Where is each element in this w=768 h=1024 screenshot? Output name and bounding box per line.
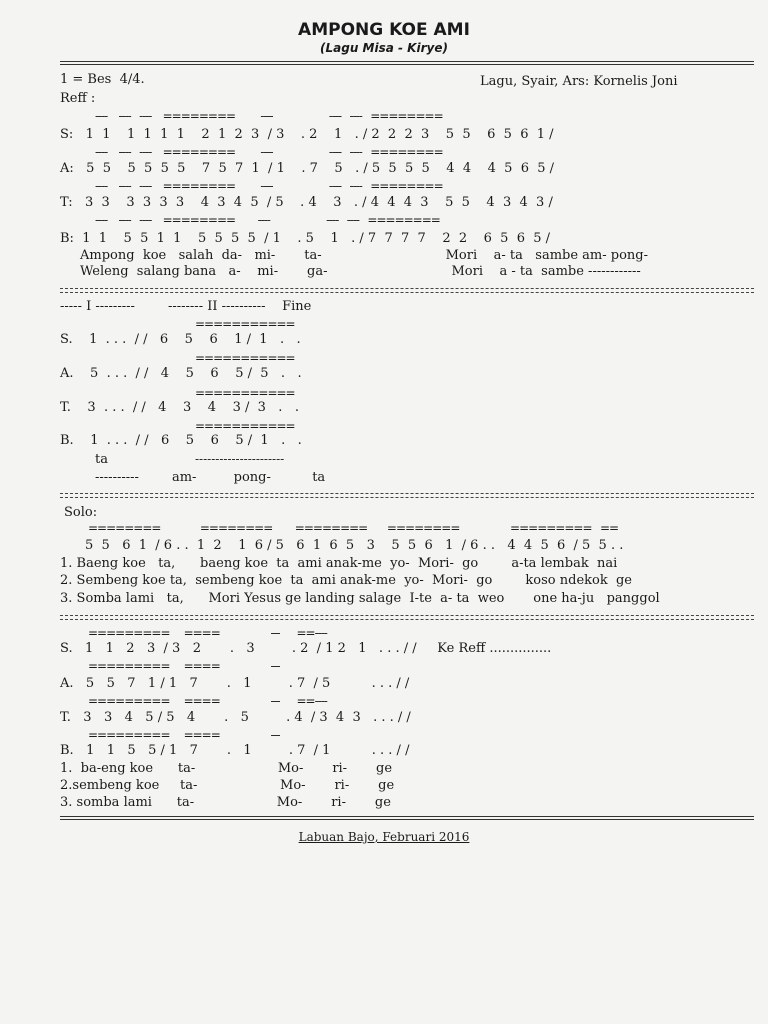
lyric-line: ta — [95, 452, 108, 467]
notes-alto: A. 5 . . . / / 4 5 6 5 / 5 . . — [60, 366, 302, 381]
beam-marks: ========= ==== --- — [88, 728, 280, 742]
beam-marks: ---- ---- ---- ======== ---- ---- ---- ======== — [95, 179, 443, 193]
notes-solo: 5 5 6 1 / 6 . . 1 2 1 6 / 5 6 1 6 5 3 5 5 6 1 / 6 . . 4 4 5 6 / 5 5 . . — [85, 538, 624, 553]
notes-soprano: S: 1 1 1 1 1 1 2 1 2 3 / 3 . 2 1 . / 2 2 2 3 5 5 6 5 6 1 / — [60, 127, 554, 142]
key-signature: 1 = Bes 4/4. — [60, 72, 145, 87]
beam-marks: ---- ---- ---- ======== ---- ---- ---- ======== — [95, 145, 443, 159]
final-verse-3: 3. somba lami ta- Mo- ri- ge — [60, 795, 391, 810]
beam-marks: ---- ---- ---- ======== ---- ---- ---- ======== — [95, 109, 443, 123]
beam-marks: =========== — [195, 351, 295, 365]
section-divider — [60, 615, 754, 616]
lyric-line: ---------- am- pong- ta — [95, 470, 326, 485]
beam-marks: =========== — [195, 419, 295, 433]
section-label-solo: Solo: — [64, 505, 98, 520]
section-divider — [60, 493, 754, 494]
beam-marks: ========= ==== --- ==---- — [88, 626, 327, 640]
beam-marks: ========= ==== --- — [88, 659, 280, 673]
section-divider — [60, 619, 754, 620]
notes-tenor: T: 3 3 3 3 3 3 4 3 4 5 / 5 . 4 3 . / 4 4 4 3 5 5 4 3 4 3 / — [60, 195, 553, 210]
ending-label: ----- I --------- -------- II ---------- Fine — [60, 299, 312, 314]
solo-verse-1: 1. Baeng koe ta, baeng koe ta ami anak-me yo- Mori- go a-ta lembak nai — [60, 556, 618, 571]
notes-soprano: S. 1 1 2 3 / 3 2 . 3 . 2 / 1 2 1 . . . / / Ke Reff ............... — [60, 641, 552, 656]
notes-bass: B. 1 . . . / / 6 5 6 5 / 1 . . — [60, 433, 302, 448]
solo-verse-3: 3. Somba lami ta, Mori Yesus ge landing salage I-te a- ta weo one ha-ju panggol — [60, 591, 660, 606]
beam-marks: =========== — [195, 386, 295, 400]
beam-marks: ======== ======== ======== ======== ========= == — [88, 521, 619, 535]
lyric-continuation: ---------------------- — [195, 452, 285, 466]
lyric-line: Ampong koe salah da- mi- ta- Mori a- ta sambe am- pong- — [80, 248, 649, 263]
notes-alto: A: 5 5 5 5 5 5 7 5 7 1 / 1 . 7 5 . / 5 5 5 5 4 4 4 5 6 5 / — [60, 161, 555, 176]
lyric-line: Weleng salang bana a- mi- ga- Mori a - ta sambe ------------ — [80, 264, 641, 279]
final-verse-1: 1. ba-eng koe ta- Mo- ri- ge — [60, 761, 393, 776]
notes-soprano: S. 1 . . . / / 6 5 6 1 / 1 . . — [60, 332, 301, 347]
beam-marks: ---- ---- ---- ======== ---- ---- ---- ======== — [95, 213, 440, 227]
beam-marks: =========== — [195, 317, 295, 331]
section-divider — [60, 288, 754, 289]
section-divider — [60, 292, 754, 293]
notes-tenor: T. 3 . . . / / 4 3 4 3 / 3 . . — [60, 400, 299, 415]
song-subtitle: (Lagu Misa - Kirye) — [320, 41, 448, 55]
credits: Lagu, Syair, Ars: Kornelis Joni — [480, 74, 678, 89]
solo-verse-2: 2. Sembeng koe ta, sembeng koe ta ami anak-me yo- Mori- go koso ndekok ge — [60, 573, 632, 588]
notes-alto: A. 5 5 7 1 / 1 7 . 1 . 7 / 5 . . . / / — [60, 676, 410, 691]
section-label-reff: Reff : — [60, 91, 96, 106]
song-title: AMPONG KOE AMI — [298, 20, 470, 40]
beam-marks: ========= ==== --- ==---- — [88, 694, 327, 708]
notes-tenor: T. 3 3 4 5 / 5 4 . 5 . 4 / 3 4 3 . . . / / — [60, 710, 411, 725]
footer-date: Labuan Bajo, Februari 2016 — [298, 830, 470, 844]
section-divider — [60, 497, 754, 498]
notes-bass: B. 1 1 5 5 / 1 7 . 1 . 7 / 1 . . . / / — [60, 743, 410, 758]
final-verse-2: 2.sembeng koe ta- Mo- ri- ge — [60, 778, 395, 793]
notes-bass: B: 1 1 5 5 1 1 5 5 5 5 / 1 . 5 1 . / 7 7 7 7 2 2 6 5 6 5 / — [60, 231, 551, 246]
